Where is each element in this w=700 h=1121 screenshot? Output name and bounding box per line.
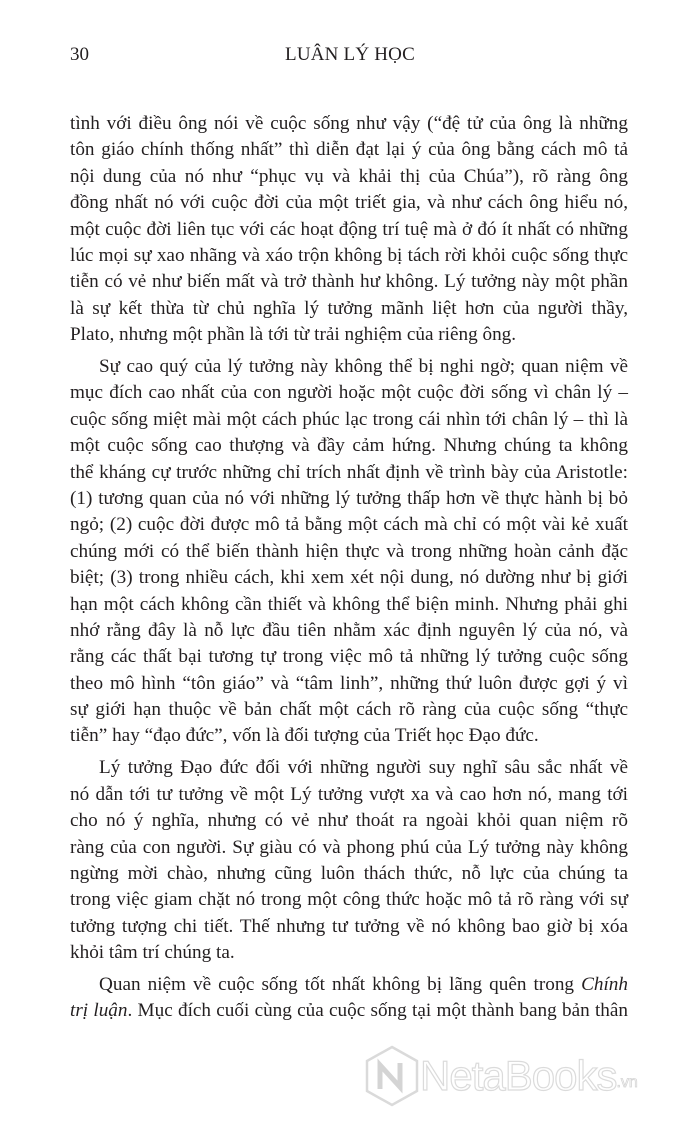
- text-line: [70, 269, 628, 295]
- text-segment: sự giới hạn thuộc về bản chất một cách rõ ràng của cuộc sống “thực: [70, 699, 628, 721]
- text-segment: một cuộc sống cao thượng và đầy cảm hứng. Nhưng chúng ta không: [70, 435, 628, 457]
- paragraph: [70, 755, 628, 966]
- text-line: [70, 486, 628, 512]
- text-line: [70, 539, 628, 565]
- text-line: [70, 380, 628, 406]
- text-line: [70, 460, 628, 486]
- netabooks-logo-icon: [364, 1045, 420, 1107]
- text-segment: tình với điều ông nói về cuộc sống như vậy (“đệ tử của ông là những: [70, 113, 628, 134]
- text-segment: chúng mới có thể biến thành hiện thực và trong những hoàn cảnh đặc: [70, 540, 628, 562]
- page-number: 30: [70, 44, 89, 65]
- text-segment: Quan niệm về cuộc sống tốt nhất không bị lãng quên trong: [99, 974, 582, 995]
- text-line: [70, 164, 628, 190]
- text-segment: một cuộc đời liên tục với các hoạt động trí tuệ mà ở đó ít nhất có những: [70, 218, 628, 240]
- text-line: [70, 565, 628, 591]
- text-line: [70, 137, 628, 163]
- text-segment: là sự kết thừa từ chủ nghĩa lý tưởng mãnh liệt hơn của người thầy,: [70, 297, 628, 319]
- text-line: [70, 755, 628, 781]
- text-line: [70, 354, 628, 380]
- text-segment: cuộc sống miệt mài một cách phúc lạc trong cái nhìn tới chân lý – thì là: [70, 408, 628, 430]
- text-segment: đồng nhất nó với cuộc đời của một triết gia, và như cách ông hiểu nó,: [70, 192, 628, 214]
- text-segment: ngỏ; (2) cuộc đời được mô tả bằng một cách mà chỉ có một vài kẻ xuất: [70, 514, 628, 536]
- text-segment: biệt; (3) trong nhiều cách, khi xem xét nội dung, nó dường như bị giới: [70, 567, 628, 589]
- text-line: [70, 592, 628, 618]
- text-segment: nhớ rằng đây là nỗ lực đầu tiên nhằm xác định nguyên lý của nó, và: [70, 619, 628, 641]
- text-segment: khỏi tâm trí chúng ta.: [70, 942, 235, 964]
- text-segment: tôn giáo chính thống nhất” thì diễn đạt lại ý của ông bằng cách mô tả: [70, 139, 628, 161]
- text-segment: trong việc giam chặt nó trong một công thức hoặc mô tả rõ ràng với sự: [70, 889, 628, 911]
- text-line: [70, 217, 628, 243]
- text-segment: Lý tưởng Đạo đức đối với những người suy nghĩ sâu sắc nhất về: [99, 757, 628, 779]
- text-line: [70, 243, 628, 269]
- text-line: [70, 296, 628, 322]
- netabooks-watermark: [364, 1045, 638, 1107]
- text-segment: tưởng tượng chi tiết. Thế nhưng tư tưởng về nó không bao giờ bị xóa: [70, 915, 628, 937]
- text-segment: lúc mọi sự xao nhãng và xáo trộn không bị tách rời khỏi cuộc sống thực: [70, 244, 628, 266]
- paragraph: [70, 111, 628, 349]
- text-line: [70, 512, 628, 538]
- text-line: [70, 887, 628, 913]
- text-line: [70, 782, 628, 808]
- text-segment: mục đích cao nhất của con người hoặc một cuộc đời sống vì chân lý –: [70, 382, 628, 404]
- paragraph: [70, 972, 628, 1025]
- text-segment: theo mô hình “tôn giáo” và “tâm linh”, những thứ luôn được gợi ý vì: [70, 672, 628, 694]
- text-line: [70, 322, 628, 348]
- text-line: [70, 618, 628, 644]
- text-line: [70, 940, 628, 966]
- italic-title-text: trị luận: [70, 1000, 128, 1022]
- text-segment: rằng các thất bại tương tự trong việc mô tả những lý tưởng cuộc sống: [70, 646, 628, 668]
- text-line: [70, 190, 628, 216]
- paragraph: [70, 354, 628, 750]
- text-segment: cho nó ý nghĩa, nhưng có vẻ như thoát ra ngoài khỏi quan niệm rõ: [70, 810, 628, 832]
- text-line: [70, 433, 628, 459]
- text-segment: Sự cao quý của lý tưởng này không thể bị nghi ngờ; quan niệm về: [99, 356, 628, 378]
- italic-title-text: Chính: [581, 974, 628, 995]
- watermark-suffix: .vn: [616, 1074, 638, 1091]
- text-segment: ràng của con người. Sự giàu có và phong phú của Lý tưởng này không: [70, 836, 628, 858]
- text-line: [70, 644, 628, 670]
- text-segment: . Mục đích cuối cùng của cuộc sống tại một thành bang bản thân: [127, 1000, 628, 1022]
- watermark-brand: NetaBooks: [420, 1052, 617, 1099]
- text-segment: nó dẫn tới tư tưởng về một Lý tưởng vượt xa và cao hơn nó, mang tới: [70, 783, 628, 805]
- text-segment: tiễn” hay “đạo đức”, vốn là đối tượng của Triết học Đạo đức.: [70, 725, 539, 747]
- text-segment: Plato, nhưng một phần là tới từ trải nghiệm của riêng ông.: [70, 324, 517, 346]
- text-line: [70, 972, 628, 998]
- text-line: [70, 723, 628, 749]
- text-line: [70, 914, 628, 940]
- text-line: [70, 111, 628, 137]
- text-line: [70, 697, 628, 723]
- text-line: [70, 671, 628, 697]
- text-line: [70, 407, 628, 433]
- text-segment: ngừng mời chào, nhưng cũng luôn thách thức, nỗ lực của chúng ta: [70, 862, 628, 884]
- text-line: [70, 835, 628, 861]
- text-segment: (1) tương quan của nó với những lý tưởng thấp hơn về thực hành bị bỏ: [70, 487, 628, 509]
- text-segment: thể kháng cự trước những chỉ trích nhất định về trình bày của Aristotle:: [70, 461, 628, 483]
- body-text: [70, 111, 628, 1030]
- text-segment: nội dung của nó như “phục vụ và khải thị của Chúa”), rõ ràng ông: [70, 165, 628, 187]
- text-segment: hạn một cách không cần thiết và không thể biện minh. Nhưng phải ghi: [70, 593, 628, 615]
- running-title: LUÂN LÝ HỌC: [285, 44, 415, 65]
- text-line: [70, 998, 628, 1024]
- text-line: [70, 808, 628, 834]
- text-segment: tiễn có vẻ như biến mất và trở thành hư không. Lý tưởng này một phần: [70, 271, 628, 293]
- text-line: [70, 861, 628, 887]
